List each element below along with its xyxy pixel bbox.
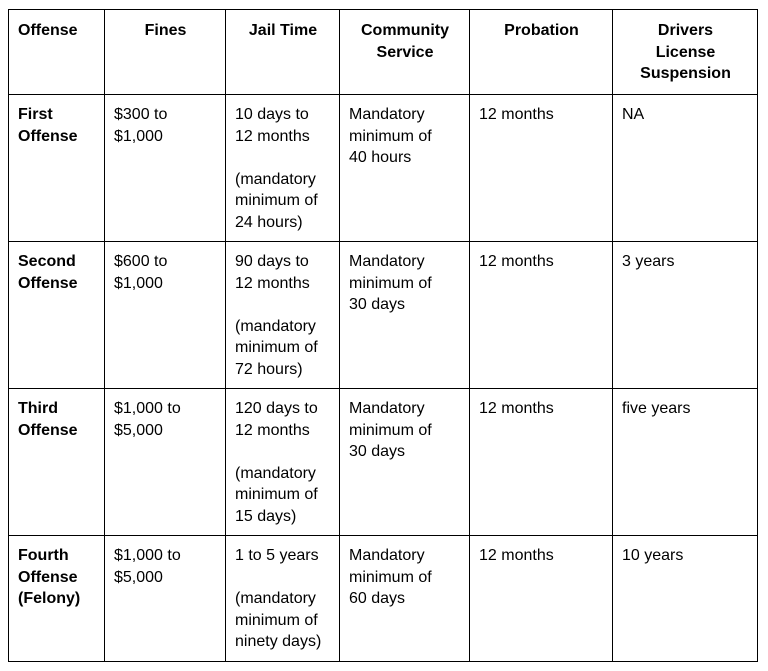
cell-probation: 12 months [470, 389, 613, 536]
cell-community-service: Mandatory minimum of 30 days [340, 242, 470, 389]
cell-fines: $300 to $1,000 [105, 95, 226, 242]
cell-community-service: Mandatory minimum of 30 days [340, 389, 470, 536]
table-header-row [9, 10, 758, 95]
header-jail-time: Jail Time [226, 10, 340, 95]
cell-fines: $1,000 to $5,000 [105, 389, 226, 536]
cell-probation: 12 months [470, 242, 613, 389]
cell-jail-time: 120 days to 12 months (mandatory minimum of 15 days) [226, 389, 340, 536]
header-community-service: Community Service [340, 10, 470, 95]
table-row [9, 536, 758, 662]
cell-license-suspension: 10 years [613, 536, 758, 662]
table-row [9, 389, 758, 536]
cell-offense: First Offense [9, 95, 105, 242]
header-fines: Fines [105, 10, 226, 95]
cell-license-suspension: NA [613, 95, 758, 242]
cell-offense: Second Offense [9, 242, 105, 389]
penalties-table [8, 9, 758, 662]
header-offense: Offense [9, 10, 105, 95]
header-license-suspension: Drivers License Suspension [613, 10, 758, 95]
cell-fines: $1,000 to $5,000 [105, 536, 226, 662]
cell-jail-time: 1 to 5 years (mandatory minimum of ninety days) [226, 536, 340, 662]
cell-probation: 12 months [470, 536, 613, 662]
table-row [9, 242, 758, 389]
table-row [9, 95, 758, 242]
cell-jail-time: 90 days to 12 months (mandatory minimum of 72 hours) [226, 242, 340, 389]
cell-license-suspension: five years [613, 389, 758, 536]
cell-offense: Third Offense [9, 389, 105, 536]
cell-community-service: Mandatory minimum of 40 hours [340, 95, 470, 242]
cell-fines: $600 to $1,000 [105, 242, 226, 389]
cell-community-service: Mandatory minimum of 60 days [340, 536, 470, 662]
header-probation: Probation [470, 10, 613, 95]
cell-jail-time: 10 days to 12 months (mandatory minimum of 24 hours) [226, 95, 340, 242]
cell-offense: Fourth Offense (Felony) [9, 536, 105, 662]
cell-probation: 12 months [470, 95, 613, 242]
cell-license-suspension: 3 years [613, 242, 758, 389]
